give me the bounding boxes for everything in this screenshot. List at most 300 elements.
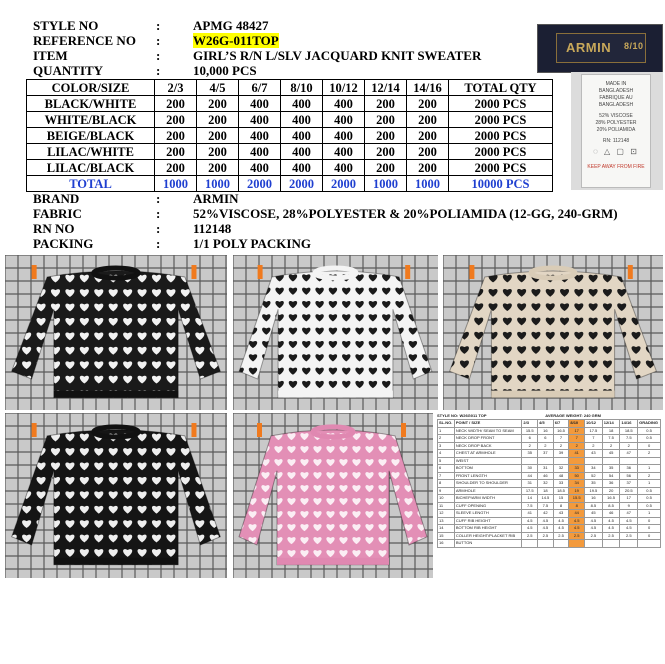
sweater-photo-lilac-white <box>233 413 433 578</box>
table-row <box>27 112 553 128</box>
spec-cell: 4.5 <box>620 517 638 525</box>
table-row <box>27 96 553 112</box>
brand-label-size: 8/10 <box>624 41 644 51</box>
spec-cell: 20.5 <box>620 487 638 495</box>
spec-cell: NECK DROP FRONT <box>454 435 522 443</box>
spec-cell <box>569 457 585 465</box>
spec-row <box>438 487 661 495</box>
table-cell: 2000 PCS <box>449 96 553 112</box>
spec-cell: NECK WIDTH/ SEAM TO SEAM <box>454 427 522 435</box>
spec-cell: 37 <box>620 480 638 488</box>
spec-cell: 6 <box>522 435 538 443</box>
sweater-beige-black-graphic <box>443 255 663 410</box>
spec-cell: 4.5 <box>538 525 554 533</box>
spec-cell: 46 <box>602 510 620 518</box>
measurement-spec-sheet <box>437 413 661 583</box>
table-cell: 400 <box>323 160 365 176</box>
spec-cell: 2.5 <box>585 532 603 540</box>
spec-table <box>437 419 661 548</box>
table-cell: 400 <box>281 96 323 112</box>
detail-colon: : <box>156 236 161 251</box>
header-key: STYLE NO <box>33 18 99 33</box>
spec-column-header: 12/14 <box>602 420 620 428</box>
spec-cell: 8.5 <box>602 502 620 510</box>
spec-cell: 7 <box>438 472 455 480</box>
spec-header-row <box>438 420 661 428</box>
column-header: 10/12 <box>323 80 365 96</box>
table-cell: 200 <box>197 96 239 112</box>
table-cell: 200 <box>365 160 407 176</box>
spec-cell: 34 <box>569 480 585 488</box>
spec-cell: CUFF RIB HEIGHT <box>454 517 522 525</box>
spec-cell: 52 <box>585 472 603 480</box>
sweater-photo-white-black <box>233 255 438 410</box>
spec-cell: 4.5 <box>569 525 585 533</box>
spec-cell <box>620 457 638 465</box>
spec-cell: 0.5 <box>638 495 661 503</box>
care-text: BANGLADESH <box>598 88 634 94</box>
detail-colon: : <box>156 221 161 236</box>
spec-cell: 0 <box>638 525 661 533</box>
spec-cell: 18.5 <box>620 427 638 435</box>
spec-cell: 4.5 <box>553 517 569 525</box>
spec-cell: 33 <box>569 465 585 473</box>
spec-cell: 0.5 <box>638 435 661 443</box>
spec-row <box>438 517 661 525</box>
care-text: MADE IN <box>605 81 627 87</box>
spec-cell: WEIST <box>454 457 522 465</box>
column-header: TOTAL QTY <box>449 80 553 96</box>
table-cell: 400 <box>281 160 323 176</box>
spec-cell: 2 <box>638 450 661 458</box>
spec-cell: 4.5 <box>585 525 603 533</box>
detail-value: 1/1 POLY PACKING <box>193 236 311 251</box>
spec-row <box>438 525 661 533</box>
spec-cell: 0 <box>638 442 661 450</box>
spec-cell: 17.5 <box>522 487 538 495</box>
table-cell: 2000 PCS <box>449 144 553 160</box>
table-cell: 200 <box>407 96 449 112</box>
spec-row <box>438 442 661 450</box>
table-cell: 200 <box>365 128 407 144</box>
table-row <box>27 128 553 144</box>
detail-key: PACKING <box>33 236 94 251</box>
spec-cell: 4 <box>438 450 455 458</box>
spec-column-header: 4/5 <box>538 420 554 428</box>
table-cell: BEIGE/BLACK <box>27 128 155 144</box>
spec-row <box>438 472 661 480</box>
spec-cell <box>602 457 620 465</box>
spec-cell: 37 <box>538 450 554 458</box>
spec-cell: 4.5 <box>522 525 538 533</box>
spec-column-header: SL.NO. <box>439 420 453 426</box>
spec-cell: 4.5 <box>538 517 554 525</box>
header-colon: : <box>156 63 161 78</box>
spec-cell <box>522 540 538 548</box>
table-cell: 2000 <box>239 176 281 192</box>
spec-row <box>438 435 661 443</box>
spec-cell: BOTTOM <box>454 465 522 473</box>
column-header: 2/3 <box>155 80 197 96</box>
header-value: APMG 48427 <box>193 18 269 33</box>
header-colon: : <box>156 48 161 63</box>
brand-label-image <box>537 24 663 73</box>
spec-cell: 0.5 <box>638 502 661 510</box>
spec-cell: 2.5 <box>538 532 554 540</box>
table-row <box>27 160 553 176</box>
table-cell: 10000 PCS <box>449 176 553 192</box>
table-cell: 400 <box>239 96 281 112</box>
spec-cell: 15.5 <box>569 495 585 503</box>
table-total-row <box>27 176 553 192</box>
care-text: 28% POLYESTER <box>595 120 637 126</box>
table-cell: TOTAL <box>27 176 155 192</box>
table-cell: 400 <box>281 144 323 160</box>
table-cell: 200 <box>407 128 449 144</box>
spec-cell: 8.5 <box>585 502 603 510</box>
spec-cell: 41 <box>569 450 585 458</box>
table-cell: 2000 <box>281 176 323 192</box>
detail-value: 112148 <box>193 221 232 236</box>
care-symbols-icon: ◌ △ ▢ ⊡ <box>593 147 639 156</box>
header-colon: : <box>156 33 161 48</box>
spec-cell: 2 <box>438 435 455 443</box>
header-value: GIRL’S R/N L/SLV JACQUARD KNIT SWEATER <box>193 48 482 63</box>
header-value: 10,000 PCS <box>193 63 257 78</box>
spec-row <box>438 480 661 488</box>
spec-cell: BICHEP/ARM WIDTH <box>454 495 522 503</box>
header-value-highlighted: W26G-011TOP <box>193 33 279 48</box>
spec-cell: SHOULDER TO SHOULDER <box>454 480 522 488</box>
spec-cell: 6 <box>438 465 455 473</box>
spec-cell: 19.5 <box>585 487 603 495</box>
spec-column-header: 8/10 <box>569 420 585 428</box>
spec-cell: 16 <box>538 427 554 435</box>
spec-cell: 2.5 <box>522 532 538 540</box>
spec-cell: 1 <box>638 510 661 518</box>
table-cell: 1000 <box>155 176 197 192</box>
spec-cell: 4.5 <box>522 517 538 525</box>
spec-cell: 14 <box>522 495 538 503</box>
spec-cell: 2.5 <box>620 532 638 540</box>
table-cell: 1000 <box>365 176 407 192</box>
detail-colon: : <box>156 206 161 221</box>
table-cell: 200 <box>365 144 407 160</box>
spec-cell: 31 <box>538 465 554 473</box>
sweater-white-black-graphic <box>233 255 438 410</box>
table-cell: 400 <box>239 112 281 128</box>
table-cell: 200 <box>197 112 239 128</box>
spec-cell: 7 <box>553 435 569 443</box>
table-cell: 400 <box>323 112 365 128</box>
spec-cell: 15 <box>553 495 569 503</box>
care-text: BANGLADESH <box>598 102 634 108</box>
spec-cell: 50 <box>569 472 585 480</box>
spec-cell: 18.5 <box>553 487 569 495</box>
spec-cell <box>638 540 661 548</box>
column-header: 12/14 <box>365 80 407 96</box>
spec-cell: 39 <box>553 450 569 458</box>
table-cell: 400 <box>239 160 281 176</box>
spec-cell: 34 <box>585 465 603 473</box>
spec-row <box>438 427 661 435</box>
column-header: 4/5 <box>197 80 239 96</box>
spec-cell <box>585 540 603 548</box>
spec-cell: 1 <box>638 465 661 473</box>
spec-column-header: 2/3 <box>522 420 538 428</box>
spec-cell: NECK DROP BACK <box>454 442 522 450</box>
table-header-row <box>27 80 553 96</box>
spec-cell <box>538 540 554 548</box>
table-cell: WHITE/BLACK <box>27 112 155 128</box>
spec-cell: COLLER HEIGHT/PLACKET RIB <box>454 532 522 540</box>
spec-cell: 43 <box>553 510 569 518</box>
care-text: FABRIQUE AU <box>599 95 633 101</box>
spec-cell: BOTTOM RIB HEIGHT <box>454 525 522 533</box>
spec-cell: 7 <box>585 435 603 443</box>
detail-key: RN NO <box>33 221 75 236</box>
spec-cell <box>553 457 569 465</box>
size-breakdown-table <box>26 79 553 192</box>
spec-column-header: 10/12 <box>585 420 603 428</box>
table-cell: 200 <box>407 160 449 176</box>
spec-cell <box>522 457 538 465</box>
table-cell: 200 <box>407 112 449 128</box>
spec-cell: 1 <box>438 427 455 435</box>
spec-cell: 56 <box>620 472 638 480</box>
spec-cell: 7 <box>569 435 585 443</box>
spec-cell: 0 <box>638 532 661 540</box>
spec-cell: 36 <box>602 480 620 488</box>
spec-cell: 2.5 <box>569 532 585 540</box>
table-cell: 200 <box>365 112 407 128</box>
spec-column-header: GRADING <box>638 420 661 428</box>
spec-cell: 54 <box>602 472 620 480</box>
column-header: COLOR/SIZE <box>27 80 155 96</box>
spec-cell: 2.5 <box>553 532 569 540</box>
spec-cell: 7.5 <box>538 502 554 510</box>
spec-cell: 13 <box>438 517 455 525</box>
spec-cell: 46 <box>538 472 554 480</box>
spec-cell: 36 <box>620 465 638 473</box>
spec-cell: 41 <box>522 510 538 518</box>
sweater-black-white-graphic <box>5 255 227 410</box>
spec-cell: 2 <box>522 442 538 450</box>
table-cell: 200 <box>155 160 197 176</box>
spec-cell <box>585 457 603 465</box>
spec-cell: 16 <box>585 495 603 503</box>
table-cell: 200 <box>155 112 197 128</box>
spec-cell: 18 <box>538 487 554 495</box>
spec-cell: 0.5 <box>638 487 661 495</box>
table-cell: 200 <box>155 96 197 112</box>
spec-cell: 8 <box>438 480 455 488</box>
care-label <box>581 74 651 188</box>
spec-cell: 8 <box>569 502 585 510</box>
spec-cell: CHEST AT ARMHOLE <box>454 450 522 458</box>
table-cell: BLACK/WHITE <box>27 96 155 112</box>
detail-value: 52%VISCOSE, 28%POLYESTER & 20%POLIAMIDA (12-GG, 240-GRM) <box>193 206 618 221</box>
spec-subtitle: AVERAGE WEIGHT: 240 GRM <box>545 413 601 418</box>
column-header: 6/7 <box>239 80 281 96</box>
spec-cell: FRONT LENGTH <box>454 472 522 480</box>
spec-cell: ARMHOLE <box>454 487 522 495</box>
care-warning-text: KEEP AWAY FROM FIRE <box>587 164 645 170</box>
spec-cell: 16.5 <box>553 427 569 435</box>
column-header: 14/16 <box>407 80 449 96</box>
spec-cell: 9 <box>620 502 638 510</box>
table-cell: 200 <box>197 160 239 176</box>
spec-cell: 19 <box>569 487 585 495</box>
spec-cell: 12 <box>438 510 455 518</box>
table-cell: 400 <box>323 128 365 144</box>
header-key: REFERENCE NO <box>33 33 136 48</box>
table-cell: 200 <box>365 96 407 112</box>
spec-cell: 2 <box>538 442 554 450</box>
detail-colon: : <box>156 191 161 206</box>
table-cell: 400 <box>323 96 365 112</box>
table-cell: 200 <box>155 128 197 144</box>
spec-cell: 2 <box>620 442 638 450</box>
spec-cell: 2 <box>569 442 585 450</box>
sweater-photo-black-white-2 <box>5 413 227 578</box>
spec-cell: 14 <box>438 525 455 533</box>
spec-cell: 44 <box>569 510 585 518</box>
header-colon: : <box>156 18 161 33</box>
spec-cell: 4.5 <box>585 517 603 525</box>
spec-cell: 7.5 <box>522 502 538 510</box>
spec-cell: 20 <box>602 487 620 495</box>
sweater-black-white-2-graphic <box>5 413 227 578</box>
table-cell: 2000 <box>323 176 365 192</box>
spec-cell: 48 <box>553 472 569 480</box>
sweater-photo-black-white <box>5 255 227 410</box>
spec-cell: 32 <box>553 465 569 473</box>
spec-cell: 4.5 <box>553 525 569 533</box>
spec-cell: 0 <box>638 517 661 525</box>
spec-cell: 4.5 <box>602 517 620 525</box>
table-cell: 400 <box>239 144 281 160</box>
spec-cell: CUFF OPENING <box>454 502 522 510</box>
detail-key: FABRIC <box>33 206 82 221</box>
spec-row <box>438 450 661 458</box>
spec-cell: 30 <box>522 465 538 473</box>
spec-cell: 6 <box>538 435 554 443</box>
spec-column-header: 6/7 <box>553 420 569 428</box>
table-cell: 200 <box>197 144 239 160</box>
spec-cell <box>638 457 661 465</box>
spec-cell: 17 <box>569 427 585 435</box>
spec-cell: 7.5 <box>620 435 638 443</box>
spec-cell: 9 <box>438 487 455 495</box>
table-cell: LILAC/WHITE <box>27 144 155 160</box>
care-text: RN: 112148 <box>602 138 630 144</box>
spec-cell <box>620 540 638 548</box>
detail-value: ARMIN <box>193 191 239 206</box>
table-cell: 2000 PCS <box>449 112 553 128</box>
spec-cell: 47 <box>620 510 638 518</box>
table-cell: 200 <box>407 144 449 160</box>
spec-cell <box>553 540 569 548</box>
spec-row <box>438 457 661 465</box>
spec-cell <box>602 540 620 548</box>
spec-cell: 16.5 <box>602 495 620 503</box>
spec-row <box>438 540 661 548</box>
spec-cell: 42 <box>538 510 554 518</box>
table-cell: 1000 <box>197 176 239 192</box>
spec-cell <box>569 540 585 548</box>
spec-cell: 15 <box>438 532 455 540</box>
spec-cell: 16 <box>438 540 455 548</box>
spec-cell: 45 <box>602 450 620 458</box>
spec-cell: 44 <box>522 472 538 480</box>
spec-cell: 0.5 <box>638 427 661 435</box>
spec-cell: SLEEVE LENGTH <box>454 510 522 518</box>
spec-column-header: 14/16 <box>620 420 638 428</box>
spec-cell: 35 <box>585 480 603 488</box>
spec-cell <box>538 457 554 465</box>
care-text: 52% VISCOSE <box>599 113 633 119</box>
spec-cell: 2 <box>553 442 569 450</box>
spec-cell: 2 <box>585 442 603 450</box>
spec-cell: 32 <box>538 480 554 488</box>
column-header: 8/10 <box>281 80 323 96</box>
spec-cell: 11 <box>438 502 455 510</box>
care-text: 20% POLIAMIDA <box>596 127 636 133</box>
spec-cell: 31 <box>522 480 538 488</box>
spec-cell: 2 <box>602 442 620 450</box>
table-cell: 1000 <box>407 176 449 192</box>
sweater-lilac-white-graphic <box>233 413 433 578</box>
sweater-photo-beige-black <box>443 255 663 410</box>
table-cell: 200 <box>197 128 239 144</box>
spec-cell: 7.5 <box>602 435 620 443</box>
spec-row <box>438 532 661 540</box>
spec-cell: 45 <box>585 510 603 518</box>
table-cell: 2000 PCS <box>449 128 553 144</box>
spec-cell: 2 <box>638 472 661 480</box>
table-cell: LILAC/BLACK <box>27 160 155 176</box>
header-key: QUANTITY <box>33 63 104 78</box>
spec-cell: 47 <box>620 450 638 458</box>
spec-cell: 8 <box>553 502 569 510</box>
spec-cell: 1 <box>638 480 661 488</box>
spec-cell: 35 <box>602 465 620 473</box>
table-row <box>27 144 553 160</box>
table-cell: 2000 PCS <box>449 160 553 176</box>
spec-cell: 17.5 <box>585 427 603 435</box>
spec-cell: 15.5 <box>522 427 538 435</box>
spec-cell: 33 <box>553 480 569 488</box>
spec-cell: 4.5 <box>569 517 585 525</box>
brand-label-name: ARMIN <box>566 40 612 55</box>
care-label-image <box>571 72 663 190</box>
spec-cell: 43 <box>585 450 603 458</box>
spec-row <box>438 495 661 503</box>
spec-cell: 5 <box>438 457 455 465</box>
spec-cell: 4.5 <box>620 525 638 533</box>
detail-key: BRAND <box>33 191 80 206</box>
spec-row <box>438 465 661 473</box>
spec-cell: 35 <box>522 450 538 458</box>
spec-cell: BUTTON <box>454 540 522 548</box>
spec-cell: 2.5 <box>602 532 620 540</box>
spec-cell: 3 <box>438 442 455 450</box>
table-cell: 200 <box>155 144 197 160</box>
spec-row <box>438 510 661 518</box>
spec-cell: 10 <box>438 495 455 503</box>
table-cell: 400 <box>281 112 323 128</box>
